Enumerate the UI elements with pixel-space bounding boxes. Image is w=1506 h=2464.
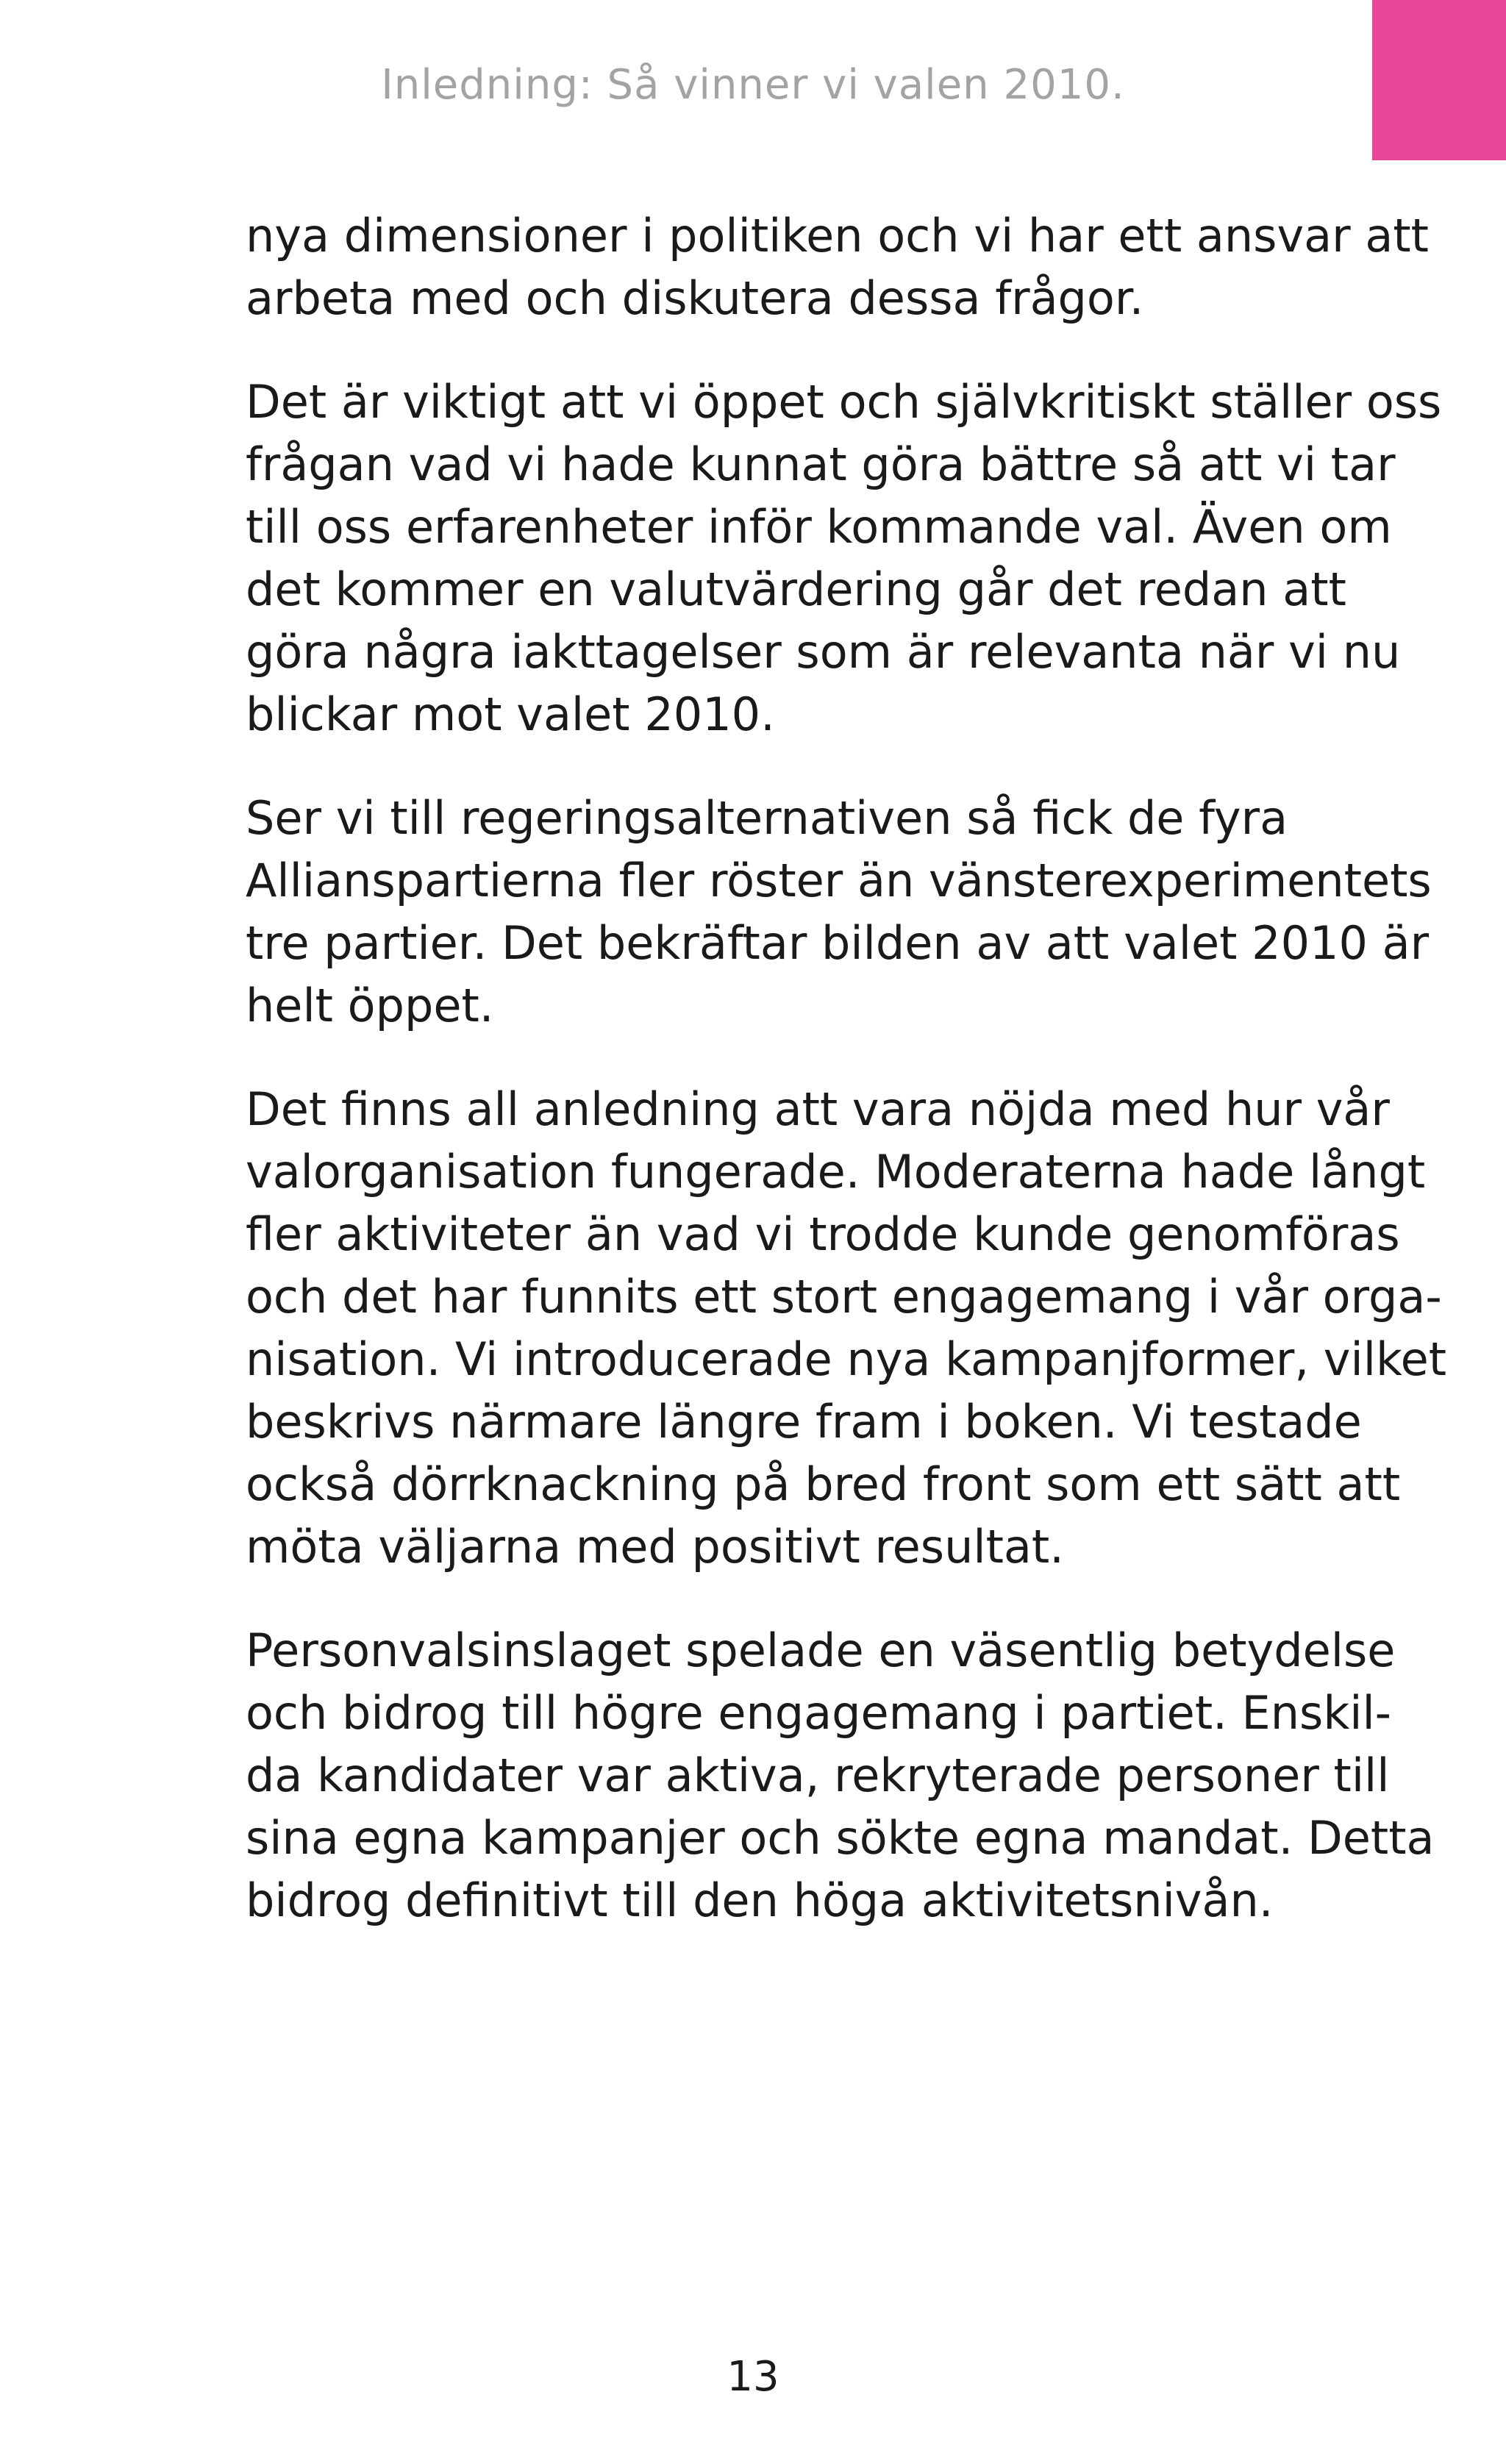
text-line: sina egna kampanjer och sökte egna mandat. Detta [246, 1811, 1435, 1865]
text-line: också dörrknackning på bred front som ett sätt att [246, 1457, 1401, 1511]
text-line: valorganisation fungerade. Moderaterna hade långt [246, 1145, 1426, 1199]
text-line: nisation. Vi introducerade nya kampanjformer, vilket [246, 1332, 1447, 1386]
text-line: Ser vi till regeringsalternativen så fick de fyra [246, 791, 1288, 845]
paragraph-1 [246, 204, 1429, 329]
text-line: och det har funnits ett stort engagemang i vår orga- [246, 1270, 1442, 1324]
text-line: frågan vad vi hade kunnat göra bättre så att vi tar [246, 438, 1396, 491]
text-line: fler aktiviteter än vad vi trodde kunde genomföras [246, 1207, 1400, 1261]
paragraph-4 [246, 1078, 1447, 1578]
text-line: helt öppet. [246, 979, 494, 1032]
text-line: det kommer en valutvärdering går det redan att [246, 563, 1346, 616]
body-text [246, 204, 1447, 1973]
running-header: Inledning: Så vinner vi valen 2010. [381, 61, 1125, 109]
text-line: till oss erfarenheter inför kommande val. Även om [246, 500, 1392, 554]
text-line: göra några iakttagelser som är relevanta när vi nu [246, 625, 1401, 679]
paragraph-3 [246, 787, 1432, 1037]
paragraph-2 [246, 371, 1442, 746]
text-line: da kandidater var aktiva, rekryterade personer till [246, 1749, 1390, 1802]
text-line: möta väljarna med positivt resultat. [246, 1520, 1064, 1574]
text-line: Det är viktigt att vi öppet och självkritiskt ställer oss [246, 375, 1442, 429]
text-line: bidrog definitivt till den höga aktivitetsnivån. [246, 1874, 1274, 1927]
text-line: Det finns all anledning att vara nöjda med hur vår [246, 1082, 1390, 1136]
text-line: tre partier. Det bekräftar bilden av att valet 2010 är [246, 916, 1430, 970]
text-line: blickar mot valet 2010. [246, 688, 775, 741]
text-line: Allianspartierna fler röster än vänsterexperimentets [246, 854, 1432, 907]
page-number: 13 [727, 2353, 779, 2401]
text-line: beskrivs närmare längre fram i boken. Vi testade [246, 1395, 1362, 1449]
text-line: Personvalsinslaget spelade en väsentlig betydelse [246, 1624, 1396, 1677]
paragraph-5 [246, 1619, 1435, 1932]
text-line: nya dimensioner i politiken och vi har ett ansvar att [246, 209, 1429, 263]
text-line: och bidrog till högre engagemang i partiet. Enskil- [246, 1686, 1392, 1740]
text-line: arbeta med och diskutera dessa frågor. [246, 271, 1144, 325]
